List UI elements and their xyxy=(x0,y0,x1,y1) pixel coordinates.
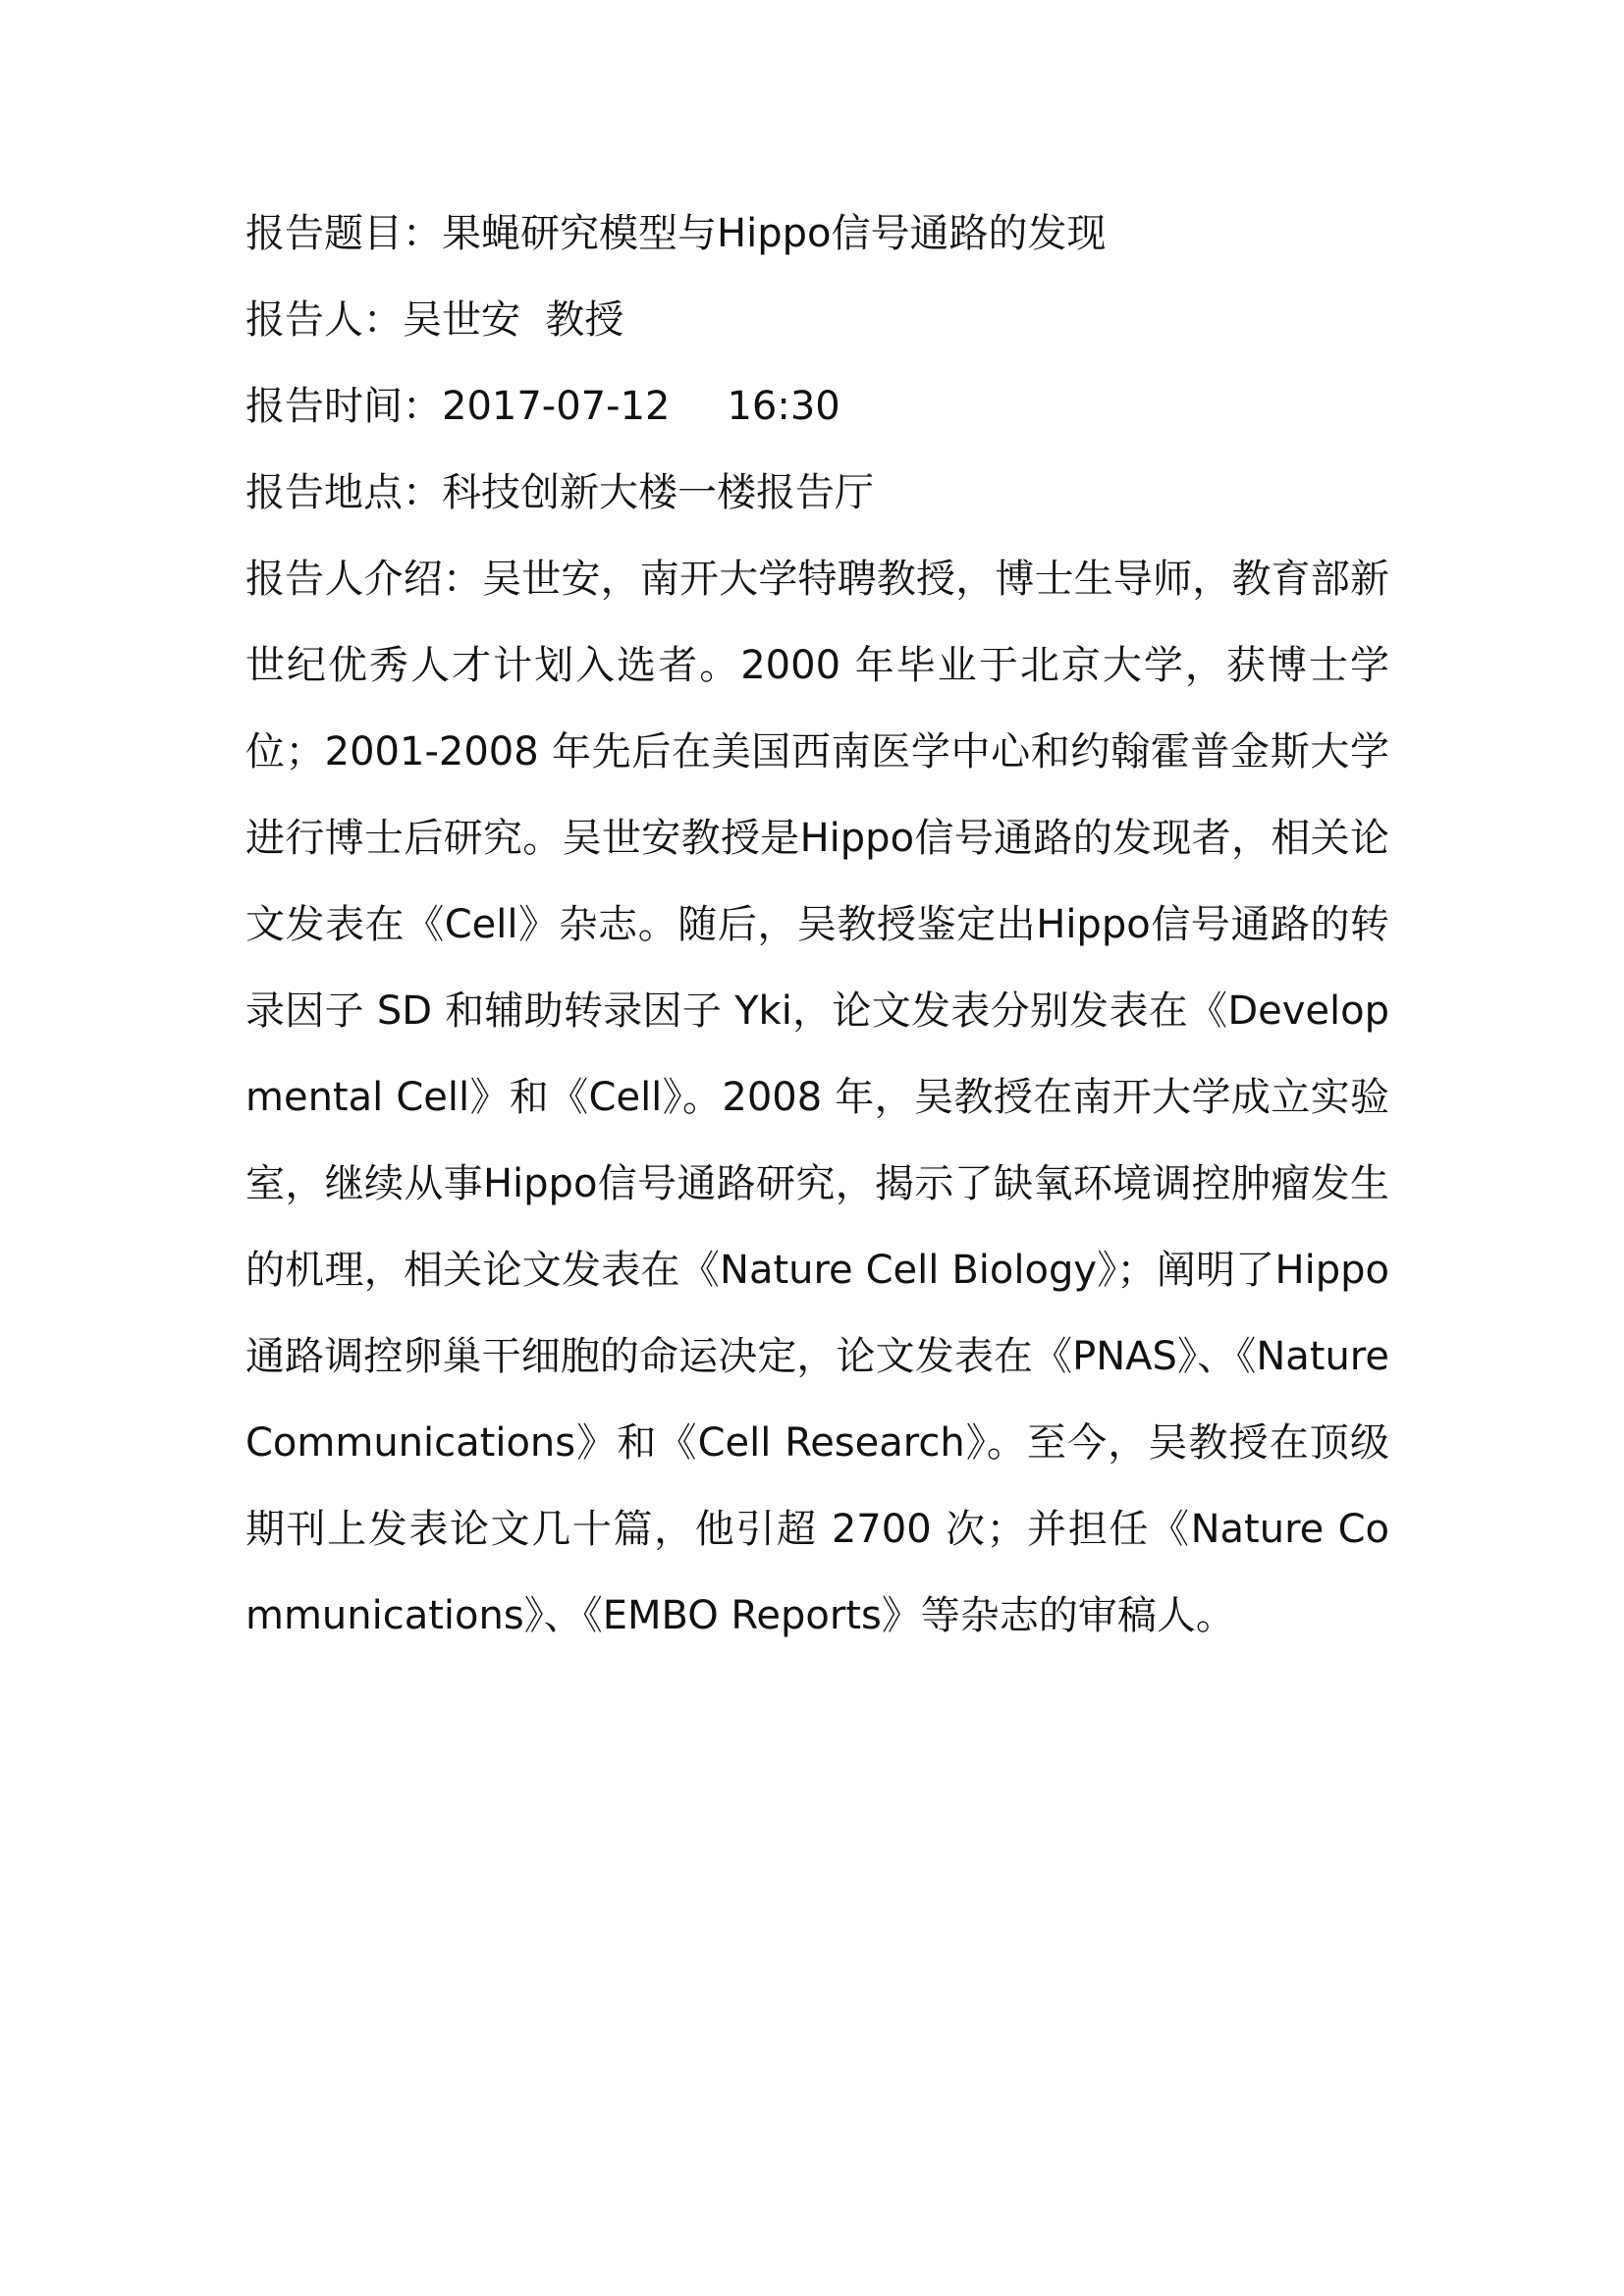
report-location-line xyxy=(245,463,1389,522)
report-location-label: 报告地点： xyxy=(245,470,442,515)
speaker-label: 报告人： xyxy=(245,297,403,343)
report-time-line xyxy=(245,377,1389,436)
report-location: 科技创新大楼一楼报告厅 xyxy=(442,470,874,515)
report-time: 16:30 xyxy=(727,384,840,429)
speaker-bio-label: 报告人介绍： xyxy=(245,557,483,602)
report-announcement xyxy=(245,204,1389,1659)
report-date: 2017-07-12 xyxy=(442,384,671,429)
speaker-name: 吴世安 教授 xyxy=(403,297,624,343)
speaker-line xyxy=(245,291,1389,349)
speaker-bio-paragraph xyxy=(245,536,1389,1659)
report-title-line xyxy=(245,204,1389,263)
report-title: 果蝇研究模型与Hippo信号通路的发现 xyxy=(442,211,1107,256)
report-time-label: 报告时间： xyxy=(245,384,442,429)
speaker-bio: 吴世安，南开大学特聘教授，博士生导师，教育部新世纪优秀人才计划入选者。2000 年毕业于北京大学，获博士学位；2001-2008 年先后在美国西南医学中心和约翰霍普金斯大学进行博士后研究。吴世安教授是Hippo信号通路的发现者，相关论文发表在《Cell》杂志。随后，吴教授鉴定出Hippo信号通路的转录因子 SD 和辅助转录因子 Yki，论文发表分别发表在《Developmental Cell》和《Cell》。2008 年，吴教授在南开大学成立实验室，继续从事Hippo信号通路研究，揭示了缺氧环境调控肿瘤发生的机理，相关论文发表在《Nature Cell Biology》；阐明了Hippo通路调控卵巢干细胞的命运决定，论文发表在《PNAS》、《Nature Communications》和《Cell Research》。至今，吴教授在顶级期刊上发表论文几十篇，他引超 2700 次；并担任《Nature Communications》、《EMBO Reports》等杂志的审稿人。 xyxy=(245,557,1390,1638)
report-title-label: 报告题目： xyxy=(245,211,442,256)
